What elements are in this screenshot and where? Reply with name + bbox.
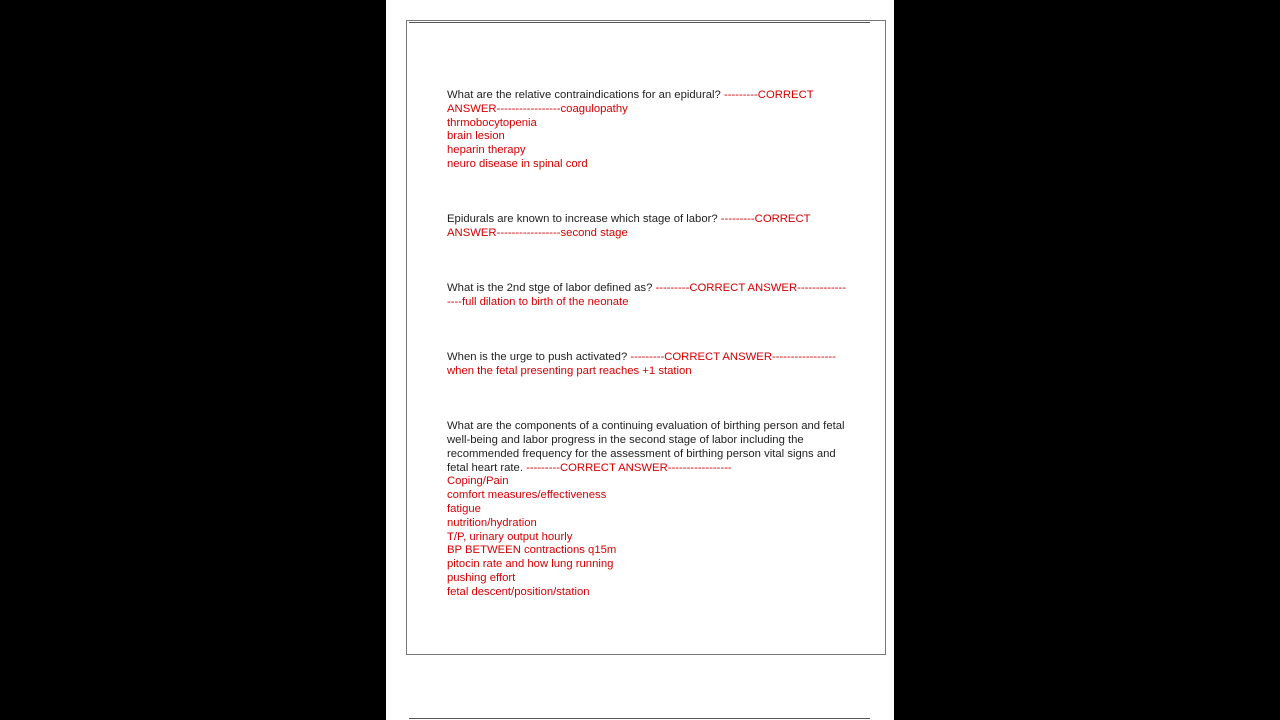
answer-line: BP BETWEEN contractions q15m: [447, 544, 617, 557]
answer-text: ---------CORRECT ANSWER-----------------when the fetal presenting part reaches +1 station: [447, 351, 836, 377]
answer-line: thrmobocytopenia: [447, 116, 537, 129]
next-page-top-rule: [409, 718, 870, 719]
answer-text: ---------CORRECT ANSWER-----------------full dilation to birth of the neonate: [447, 282, 847, 308]
answer-line: fatigue: [447, 502, 481, 515]
document-page: [386, 0, 894, 720]
answer-text: ---------CORRECT ANSWER-----------------coagulopathy: [447, 89, 814, 115]
question-text: What are the components of a continuing evaluation of birthing person and fetal well-being and labor progress in the second stage of labor including the recommended frequency for the assessment of birthing person vital signs and fetal heart rate.: [447, 420, 845, 474]
page-content: [447, 89, 849, 599]
qa-item: [447, 420, 849, 599]
answer-line: comfort measures/effectiveness: [447, 489, 607, 502]
answer-line: T/P, urinary output hourly: [447, 530, 573, 543]
qa-item: [447, 213, 849, 241]
qa-item: [447, 89, 849, 172]
answer-line: heparin therapy: [447, 144, 526, 157]
answer-line: brain lesion: [447, 130, 505, 143]
answer-line: fetal descent/position/station: [447, 585, 590, 598]
answer-line: neuro disease in spinal cord: [447, 157, 588, 170]
answer-text: ---------CORRECT ANSWER-----------------: [526, 461, 732, 474]
question-text: What is the 2nd stge of labor defined as?: [447, 282, 653, 295]
answer-line: pitocin rate and how lung running: [447, 558, 614, 571]
qa-item: [447, 282, 849, 310]
question-text: Epidurals are known to increase which stage of labor?: [447, 213, 718, 226]
question-text: What are the relative contraindications for an epidural?: [447, 89, 721, 101]
question-text: When is the urge to push activated?: [447, 351, 628, 364]
answer-text: ---------CORRECT ANSWER-----------------second stage: [447, 213, 811, 239]
answer-line: pushing effort: [447, 571, 516, 584]
qa-item: [447, 351, 849, 379]
answer-line: Coping/Pain: [447, 475, 509, 488]
answer-line: nutrition/hydration: [447, 516, 537, 529]
